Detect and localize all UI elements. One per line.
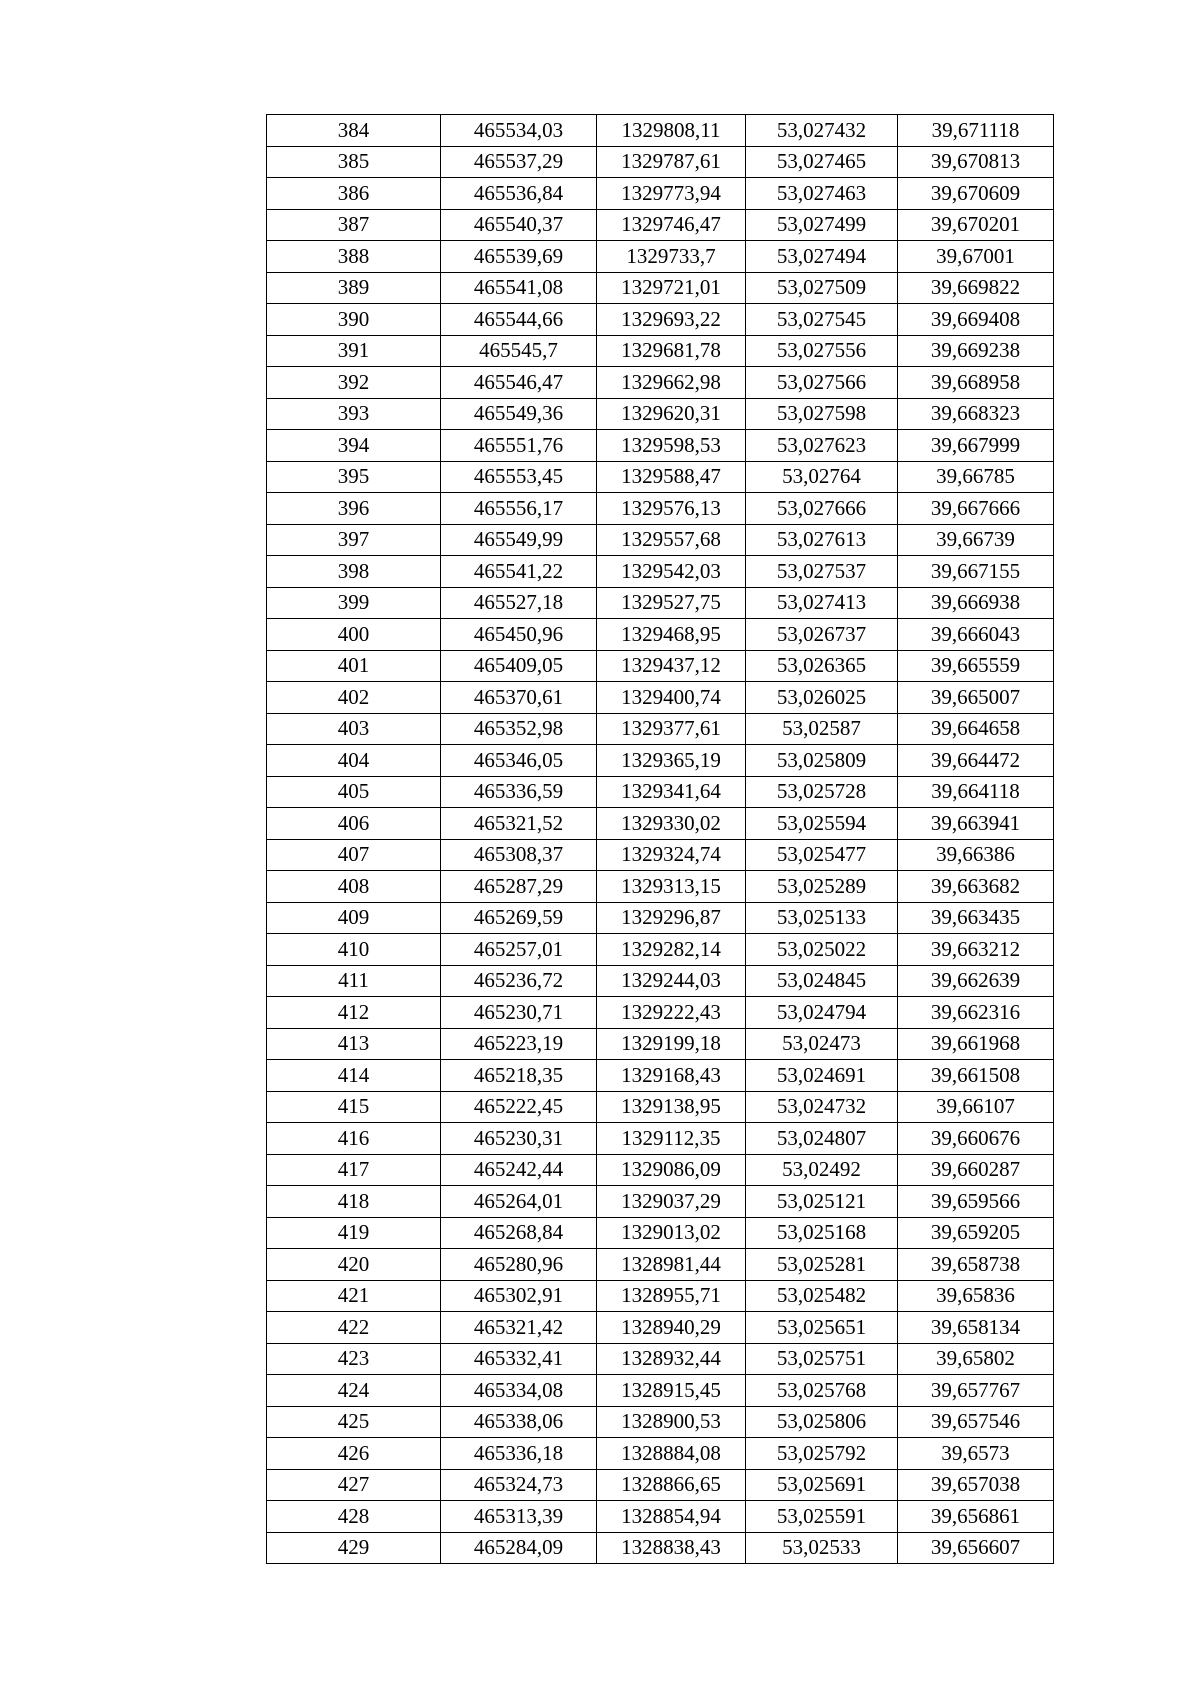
cell-latitude: 53,025591 bbox=[746, 1501, 898, 1533]
cell-longitude: 39,659566 bbox=[898, 1186, 1054, 1218]
cell-x-coordinate: 465321,42 bbox=[441, 1312, 597, 1344]
cell-point-number: 416 bbox=[267, 1123, 441, 1155]
cell-point-number: 424 bbox=[267, 1375, 441, 1407]
cell-x-coordinate: 465257,01 bbox=[441, 934, 597, 966]
cell-longitude: 39,666938 bbox=[898, 587, 1054, 619]
cell-x-coordinate: 465269,59 bbox=[441, 902, 597, 934]
cell-x-coordinate: 465334,08 bbox=[441, 1375, 597, 1407]
cell-point-number: 389 bbox=[267, 272, 441, 304]
cell-latitude: 53,024691 bbox=[746, 1060, 898, 1092]
cell-longitude: 39,669238 bbox=[898, 335, 1054, 367]
table-row bbox=[267, 430, 1054, 462]
cell-point-number: 391 bbox=[267, 335, 441, 367]
cell-point-number: 411 bbox=[267, 965, 441, 997]
cell-y-coordinate: 1328866,65 bbox=[597, 1469, 746, 1501]
cell-point-number: 396 bbox=[267, 493, 441, 525]
cell-y-coordinate: 1328854,94 bbox=[597, 1501, 746, 1533]
cell-y-coordinate: 1329199,18 bbox=[597, 1028, 746, 1060]
table-row bbox=[267, 398, 1054, 430]
cell-latitude: 53,025751 bbox=[746, 1343, 898, 1375]
cell-latitude: 53,026737 bbox=[746, 619, 898, 651]
cell-longitude: 39,657546 bbox=[898, 1406, 1054, 1438]
cell-y-coordinate: 1329588,47 bbox=[597, 461, 746, 493]
cell-longitude: 39,662316 bbox=[898, 997, 1054, 1029]
cell-x-coordinate: 465308,37 bbox=[441, 839, 597, 871]
cell-latitude: 53,027613 bbox=[746, 524, 898, 556]
cell-point-number: 403 bbox=[267, 713, 441, 745]
table-row bbox=[267, 1091, 1054, 1123]
cell-y-coordinate: 1329746,47 bbox=[597, 209, 746, 241]
cell-x-coordinate: 465541,08 bbox=[441, 272, 597, 304]
cell-x-coordinate: 465409,05 bbox=[441, 650, 597, 682]
cell-longitude: 39,665559 bbox=[898, 650, 1054, 682]
cell-y-coordinate: 1328884,08 bbox=[597, 1438, 746, 1470]
cell-x-coordinate: 465336,18 bbox=[441, 1438, 597, 1470]
cell-point-number: 426 bbox=[267, 1438, 441, 1470]
table-row bbox=[267, 1028, 1054, 1060]
cell-latitude: 53,02473 bbox=[746, 1028, 898, 1060]
table-row bbox=[267, 997, 1054, 1029]
table-row bbox=[267, 776, 1054, 808]
table-row bbox=[267, 335, 1054, 367]
cell-latitude: 53,025594 bbox=[746, 808, 898, 840]
cell-longitude: 39,658738 bbox=[898, 1249, 1054, 1281]
cell-point-number: 427 bbox=[267, 1469, 441, 1501]
cell-longitude: 39,667999 bbox=[898, 430, 1054, 462]
cell-latitude: 53,027463 bbox=[746, 178, 898, 210]
cell-latitude: 53,025133 bbox=[746, 902, 898, 934]
cell-longitude: 39,664658 bbox=[898, 713, 1054, 745]
cell-x-coordinate: 465236,72 bbox=[441, 965, 597, 997]
cell-point-number: 386 bbox=[267, 178, 441, 210]
cell-x-coordinate: 465549,99 bbox=[441, 524, 597, 556]
coordinates-table-body bbox=[267, 115, 1054, 1564]
cell-point-number: 402 bbox=[267, 682, 441, 714]
cell-longitude: 39,66386 bbox=[898, 839, 1054, 871]
table-row bbox=[267, 146, 1054, 178]
cell-longitude: 39,659205 bbox=[898, 1217, 1054, 1249]
table-row bbox=[267, 1154, 1054, 1186]
cell-point-number: 412 bbox=[267, 997, 441, 1029]
cell-point-number: 413 bbox=[267, 1028, 441, 1060]
table-row bbox=[267, 839, 1054, 871]
table-row bbox=[267, 1060, 1054, 1092]
cell-longitude: 39,656607 bbox=[898, 1532, 1054, 1564]
cell-y-coordinate: 1329468,95 bbox=[597, 619, 746, 651]
cell-longitude: 39,65802 bbox=[898, 1343, 1054, 1375]
cell-point-number: 406 bbox=[267, 808, 441, 840]
cell-point-number: 414 bbox=[267, 1060, 441, 1092]
cell-y-coordinate: 1329365,19 bbox=[597, 745, 746, 777]
table-row bbox=[267, 1186, 1054, 1218]
cell-x-coordinate: 465541,22 bbox=[441, 556, 597, 588]
cell-point-number: 390 bbox=[267, 304, 441, 336]
cell-point-number: 407 bbox=[267, 839, 441, 871]
table-row bbox=[267, 1501, 1054, 1533]
cell-longitude: 39,661508 bbox=[898, 1060, 1054, 1092]
cell-longitude: 39,66107 bbox=[898, 1091, 1054, 1123]
cell-y-coordinate: 1329681,78 bbox=[597, 335, 746, 367]
table-row bbox=[267, 934, 1054, 966]
cell-point-number: 393 bbox=[267, 398, 441, 430]
cell-y-coordinate: 1329773,94 bbox=[597, 178, 746, 210]
table-row bbox=[267, 178, 1054, 210]
table-row bbox=[267, 713, 1054, 745]
cell-y-coordinate: 1328838,43 bbox=[597, 1532, 746, 1564]
cell-x-coordinate: 465324,73 bbox=[441, 1469, 597, 1501]
cell-latitude: 53,025482 bbox=[746, 1280, 898, 1312]
cell-latitude: 53,027509 bbox=[746, 272, 898, 304]
cell-latitude: 53,027537 bbox=[746, 556, 898, 588]
table-row bbox=[267, 272, 1054, 304]
cell-y-coordinate: 1329527,75 bbox=[597, 587, 746, 619]
table-row bbox=[267, 745, 1054, 777]
cell-point-number: 392 bbox=[267, 367, 441, 399]
cell-longitude: 39,670813 bbox=[898, 146, 1054, 178]
cell-x-coordinate: 465527,18 bbox=[441, 587, 597, 619]
cell-y-coordinate: 1329313,15 bbox=[597, 871, 746, 903]
cell-y-coordinate: 1329576,13 bbox=[597, 493, 746, 525]
table-row bbox=[267, 556, 1054, 588]
cell-latitude: 53,027666 bbox=[746, 493, 898, 525]
cell-x-coordinate: 465287,29 bbox=[441, 871, 597, 903]
cell-longitude: 39,667155 bbox=[898, 556, 1054, 588]
cell-latitude: 53,027556 bbox=[746, 335, 898, 367]
cell-y-coordinate: 1329168,43 bbox=[597, 1060, 746, 1092]
cell-point-number: 419 bbox=[267, 1217, 441, 1249]
cell-point-number: 405 bbox=[267, 776, 441, 808]
cell-y-coordinate: 1329341,64 bbox=[597, 776, 746, 808]
table-row bbox=[267, 1312, 1054, 1344]
cell-y-coordinate: 1329620,31 bbox=[597, 398, 746, 430]
cell-point-number: 385 bbox=[267, 146, 441, 178]
cell-point-number: 418 bbox=[267, 1186, 441, 1218]
cell-point-number: 422 bbox=[267, 1312, 441, 1344]
cell-point-number: 397 bbox=[267, 524, 441, 556]
cell-longitude: 39,662639 bbox=[898, 965, 1054, 997]
table-row bbox=[267, 1438, 1054, 1470]
cell-latitude: 53,024807 bbox=[746, 1123, 898, 1155]
cell-x-coordinate: 465321,52 bbox=[441, 808, 597, 840]
cell-y-coordinate: 1329282,14 bbox=[597, 934, 746, 966]
cell-y-coordinate: 1329437,12 bbox=[597, 650, 746, 682]
cell-y-coordinate: 1328940,29 bbox=[597, 1312, 746, 1344]
table-row bbox=[267, 1532, 1054, 1564]
cell-y-coordinate: 1329557,68 bbox=[597, 524, 746, 556]
cell-longitude: 39,661968 bbox=[898, 1028, 1054, 1060]
table-row bbox=[267, 650, 1054, 682]
cell-latitude: 53,025691 bbox=[746, 1469, 898, 1501]
table-row bbox=[267, 1217, 1054, 1249]
cell-x-coordinate: 465242,44 bbox=[441, 1154, 597, 1186]
cell-y-coordinate: 1329377,61 bbox=[597, 713, 746, 745]
cell-longitude: 39,670201 bbox=[898, 209, 1054, 241]
cell-longitude: 39,66739 bbox=[898, 524, 1054, 556]
cell-point-number: 429 bbox=[267, 1532, 441, 1564]
cell-longitude: 39,663435 bbox=[898, 902, 1054, 934]
cell-point-number: 400 bbox=[267, 619, 441, 651]
cell-x-coordinate: 465338,06 bbox=[441, 1406, 597, 1438]
cell-latitude: 53,025651 bbox=[746, 1312, 898, 1344]
cell-y-coordinate: 1328900,53 bbox=[597, 1406, 746, 1438]
cell-x-coordinate: 465551,76 bbox=[441, 430, 597, 462]
cell-y-coordinate: 1329138,95 bbox=[597, 1091, 746, 1123]
cell-x-coordinate: 465222,45 bbox=[441, 1091, 597, 1123]
cell-x-coordinate: 465332,41 bbox=[441, 1343, 597, 1375]
cell-point-number: 415 bbox=[267, 1091, 441, 1123]
cell-y-coordinate: 1329296,87 bbox=[597, 902, 746, 934]
table-row bbox=[267, 1406, 1054, 1438]
cell-longitude: 39,671118 bbox=[898, 115, 1054, 147]
cell-x-coordinate: 465544,66 bbox=[441, 304, 597, 336]
cell-y-coordinate: 1328915,45 bbox=[597, 1375, 746, 1407]
cell-y-coordinate: 1329330,02 bbox=[597, 808, 746, 840]
cell-longitude: 39,66785 bbox=[898, 461, 1054, 493]
cell-point-number: 423 bbox=[267, 1343, 441, 1375]
cell-longitude: 39,670609 bbox=[898, 178, 1054, 210]
cell-latitude: 53,027598 bbox=[746, 398, 898, 430]
cell-latitude: 53,02492 bbox=[746, 1154, 898, 1186]
cell-latitude: 53,02587 bbox=[746, 713, 898, 745]
cell-longitude: 39,669822 bbox=[898, 272, 1054, 304]
table-row bbox=[267, 808, 1054, 840]
cell-y-coordinate: 1328981,44 bbox=[597, 1249, 746, 1281]
cell-y-coordinate: 1329400,74 bbox=[597, 682, 746, 714]
cell-latitude: 53,025121 bbox=[746, 1186, 898, 1218]
cell-x-coordinate: 465450,96 bbox=[441, 619, 597, 651]
cell-point-number: 408 bbox=[267, 871, 441, 903]
cell-latitude: 53,025168 bbox=[746, 1217, 898, 1249]
cell-x-coordinate: 465313,39 bbox=[441, 1501, 597, 1533]
cell-latitude: 53,025022 bbox=[746, 934, 898, 966]
cell-latitude: 53,025806 bbox=[746, 1406, 898, 1438]
cell-latitude: 53,025289 bbox=[746, 871, 898, 903]
table-row bbox=[267, 902, 1054, 934]
cell-x-coordinate: 465556,17 bbox=[441, 493, 597, 525]
cell-longitude: 39,669408 bbox=[898, 304, 1054, 336]
table-row bbox=[267, 304, 1054, 336]
table-row bbox=[267, 682, 1054, 714]
table-row bbox=[267, 965, 1054, 997]
cell-x-coordinate: 465352,98 bbox=[441, 713, 597, 745]
cell-y-coordinate: 1329222,43 bbox=[597, 997, 746, 1029]
cell-latitude: 53,024794 bbox=[746, 997, 898, 1029]
cell-x-coordinate: 465346,05 bbox=[441, 745, 597, 777]
cell-longitude: 39,663682 bbox=[898, 871, 1054, 903]
table-row bbox=[267, 493, 1054, 525]
table-row bbox=[267, 1343, 1054, 1375]
cell-latitude: 53,025728 bbox=[746, 776, 898, 808]
cell-point-number: 387 bbox=[267, 209, 441, 241]
cell-x-coordinate: 465218,35 bbox=[441, 1060, 597, 1092]
table-row bbox=[267, 524, 1054, 556]
cell-latitude: 53,02533 bbox=[746, 1532, 898, 1564]
cell-y-coordinate: 1329324,74 bbox=[597, 839, 746, 871]
cell-latitude: 53,027465 bbox=[746, 146, 898, 178]
cell-x-coordinate: 465370,61 bbox=[441, 682, 597, 714]
cell-point-number: 404 bbox=[267, 745, 441, 777]
cell-latitude: 53,025768 bbox=[746, 1375, 898, 1407]
cell-y-coordinate: 1329693,22 bbox=[597, 304, 746, 336]
cell-point-number: 401 bbox=[267, 650, 441, 682]
cell-y-coordinate: 1329037,29 bbox=[597, 1186, 746, 1218]
table-row bbox=[267, 1249, 1054, 1281]
cell-latitude: 53,024845 bbox=[746, 965, 898, 997]
table-row bbox=[267, 1469, 1054, 1501]
cell-longitude: 39,664472 bbox=[898, 745, 1054, 777]
cell-longitude: 39,666043 bbox=[898, 619, 1054, 651]
table-row bbox=[267, 209, 1054, 241]
table-row bbox=[267, 619, 1054, 651]
cell-longitude: 39,657767 bbox=[898, 1375, 1054, 1407]
cell-point-number: 395 bbox=[267, 461, 441, 493]
cell-y-coordinate: 1329013,02 bbox=[597, 1217, 746, 1249]
coordinates-table bbox=[266, 114, 1054, 1564]
cell-longitude: 39,668958 bbox=[898, 367, 1054, 399]
cell-latitude: 53,025477 bbox=[746, 839, 898, 871]
cell-point-number: 394 bbox=[267, 430, 441, 462]
cell-latitude: 53,027432 bbox=[746, 115, 898, 147]
cell-x-coordinate: 465264,01 bbox=[441, 1186, 597, 1218]
cell-y-coordinate: 1328955,71 bbox=[597, 1280, 746, 1312]
cell-point-number: 428 bbox=[267, 1501, 441, 1533]
cell-point-number: 410 bbox=[267, 934, 441, 966]
cell-latitude: 53,025281 bbox=[746, 1249, 898, 1281]
cell-y-coordinate: 1329598,53 bbox=[597, 430, 746, 462]
cell-longitude: 39,660676 bbox=[898, 1123, 1054, 1155]
cell-longitude: 39,660287 bbox=[898, 1154, 1054, 1186]
table-row bbox=[267, 115, 1054, 147]
cell-longitude: 39,65836 bbox=[898, 1280, 1054, 1312]
cell-latitude: 53,027494 bbox=[746, 241, 898, 273]
cell-latitude: 53,027566 bbox=[746, 367, 898, 399]
cell-longitude: 39,67001 bbox=[898, 241, 1054, 273]
cell-x-coordinate: 465230,71 bbox=[441, 997, 597, 1029]
cell-x-coordinate: 465549,36 bbox=[441, 398, 597, 430]
cell-point-number: 399 bbox=[267, 587, 441, 619]
cell-x-coordinate: 465553,45 bbox=[441, 461, 597, 493]
cell-point-number: 425 bbox=[267, 1406, 441, 1438]
cell-x-coordinate: 465546,47 bbox=[441, 367, 597, 399]
cell-x-coordinate: 465534,03 bbox=[441, 115, 597, 147]
cell-longitude: 39,663212 bbox=[898, 934, 1054, 966]
cell-point-number: 421 bbox=[267, 1280, 441, 1312]
table-row bbox=[267, 461, 1054, 493]
cell-latitude: 53,025792 bbox=[746, 1438, 898, 1470]
cell-x-coordinate: 465540,37 bbox=[441, 209, 597, 241]
cell-latitude: 53,027413 bbox=[746, 587, 898, 619]
cell-x-coordinate: 465336,59 bbox=[441, 776, 597, 808]
cell-y-coordinate: 1328932,44 bbox=[597, 1343, 746, 1375]
cell-latitude: 53,026365 bbox=[746, 650, 898, 682]
cell-latitude: 53,02764 bbox=[746, 461, 898, 493]
cell-latitude: 53,027499 bbox=[746, 209, 898, 241]
table-row bbox=[267, 367, 1054, 399]
cell-x-coordinate: 465284,09 bbox=[441, 1532, 597, 1564]
table-row bbox=[267, 871, 1054, 903]
cell-x-coordinate: 465545,7 bbox=[441, 335, 597, 367]
cell-y-coordinate: 1329244,03 bbox=[597, 965, 746, 997]
cell-latitude: 53,026025 bbox=[746, 682, 898, 714]
cell-x-coordinate: 465223,19 bbox=[441, 1028, 597, 1060]
cell-y-coordinate: 1329662,98 bbox=[597, 367, 746, 399]
cell-latitude: 53,025809 bbox=[746, 745, 898, 777]
cell-latitude: 53,027623 bbox=[746, 430, 898, 462]
cell-longitude: 39,667666 bbox=[898, 493, 1054, 525]
cell-y-coordinate: 1329721,01 bbox=[597, 272, 746, 304]
cell-point-number: 398 bbox=[267, 556, 441, 588]
cell-longitude: 39,668323 bbox=[898, 398, 1054, 430]
table-row bbox=[267, 1375, 1054, 1407]
cell-x-coordinate: 465537,29 bbox=[441, 146, 597, 178]
cell-point-number: 417 bbox=[267, 1154, 441, 1186]
table-row bbox=[267, 1280, 1054, 1312]
cell-y-coordinate: 1329733,7 bbox=[597, 241, 746, 273]
cell-x-coordinate: 465230,31 bbox=[441, 1123, 597, 1155]
cell-longitude: 39,665007 bbox=[898, 682, 1054, 714]
cell-latitude: 53,027545 bbox=[746, 304, 898, 336]
cell-longitude: 39,658134 bbox=[898, 1312, 1054, 1344]
cell-point-number: 409 bbox=[267, 902, 441, 934]
cell-longitude: 39,656861 bbox=[898, 1501, 1054, 1533]
cell-point-number: 420 bbox=[267, 1249, 441, 1281]
cell-y-coordinate: 1329542,03 bbox=[597, 556, 746, 588]
cell-x-coordinate: 465280,96 bbox=[441, 1249, 597, 1281]
cell-y-coordinate: 1329112,35 bbox=[597, 1123, 746, 1155]
cell-x-coordinate: 465302,91 bbox=[441, 1280, 597, 1312]
cell-longitude: 39,657038 bbox=[898, 1469, 1054, 1501]
cell-x-coordinate: 465536,84 bbox=[441, 178, 597, 210]
cell-longitude: 39,6573 bbox=[898, 1438, 1054, 1470]
cell-point-number: 388 bbox=[267, 241, 441, 273]
cell-x-coordinate: 465539,69 bbox=[441, 241, 597, 273]
cell-x-coordinate: 465268,84 bbox=[441, 1217, 597, 1249]
cell-longitude: 39,664118 bbox=[898, 776, 1054, 808]
cell-y-coordinate: 1329086,09 bbox=[597, 1154, 746, 1186]
cell-latitude: 53,024732 bbox=[746, 1091, 898, 1123]
cell-longitude: 39,663941 bbox=[898, 808, 1054, 840]
cell-y-coordinate: 1329808,11 bbox=[597, 115, 746, 147]
table-row bbox=[267, 1123, 1054, 1155]
cell-y-coordinate: 1329787,61 bbox=[597, 146, 746, 178]
cell-point-number: 384 bbox=[267, 115, 441, 147]
table-row bbox=[267, 241, 1054, 273]
table-row bbox=[267, 587, 1054, 619]
